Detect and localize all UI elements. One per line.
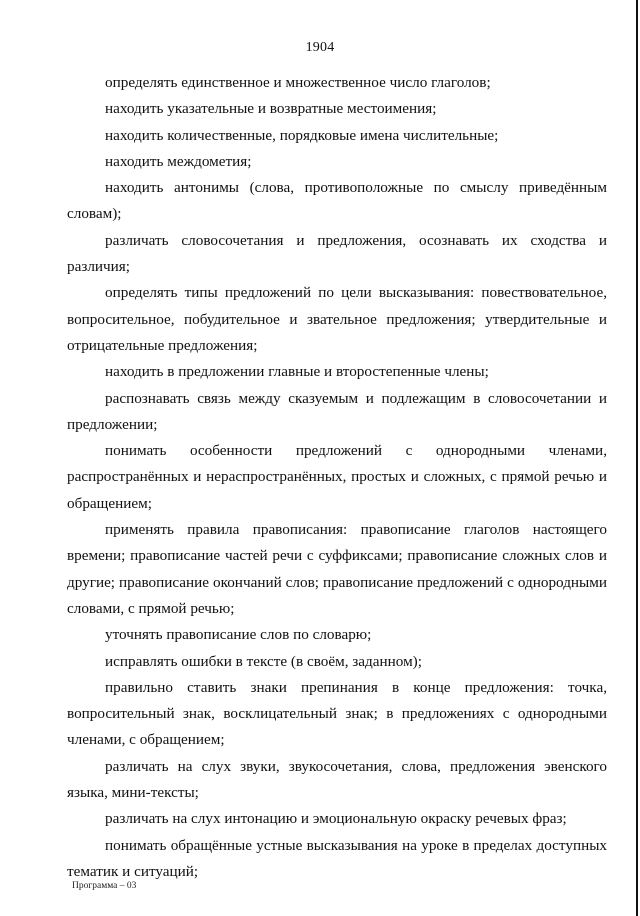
paragraph: различать словосочетания и предложения, осознавать их сходства и различия; [67,231,607,276]
scan-edge [636,0,638,916]
paragraph: находить в предложении главные и второстепенные члены; [105,363,489,381]
paragraph: применять правила правописания: правописание глаголов настоящего времени; правописание частей речи с суффиксами; правописание сложных слов и другие; правописание окончаний слов; правописание предложений с однородными словами, с прямой речью; [67,521,607,617]
paragraph: распознавать связь между сказуемым и подлежащим в словосочетании и предложении; [67,389,607,433]
paragraph: находить междометия; [105,152,252,170]
body-text [67,70,607,885]
paragraph: различать на слух звуки, звукосочетания, слова, предложения эвенского языка, мини-тексты; [67,757,607,802]
paragraph: определять единственное и множественное число глаголов; [105,74,491,91]
paragraph: определять типы предложений по цели высказывания: повествовательное, вопросительное, побудительное и звательное предложения; утвердительные и отрицательные предложения; [67,284,607,354]
paragraph: различать на слух интонацию и эмоциональную окраску речевых фраз; [105,810,567,828]
paragraph: уточнять правописание слов по словарю; [105,626,372,644]
footer-label: Программа – 03 [72,881,137,891]
page-number: 1904 [305,40,335,55]
paragraph: находить количественные, порядковые имена числительные; [105,126,499,144]
paragraph: находить указательные и возвратные местоимения; [105,100,437,118]
paragraph: понимать особенности предложений с однородными членами, распространённых и нераспространённых, простых и сложных, с прямой речью и обращением; [67,442,607,512]
paragraph: находить антонимы (слова, противоположные по смыслу приведённым словам); [67,179,607,223]
paragraph: исправлять ошибки в тексте (в своём, заданном); [105,652,422,670]
paragraph: правильно ставить знаки препинания в конце предложения: точка, вопросительный знак, восклицательный знак; в предложениях с однородными членами, с обращением; [67,678,607,749]
paragraph: понимать обращённые устные высказывания на уроке в пределах доступных тематик и ситуаций; [67,836,607,880]
